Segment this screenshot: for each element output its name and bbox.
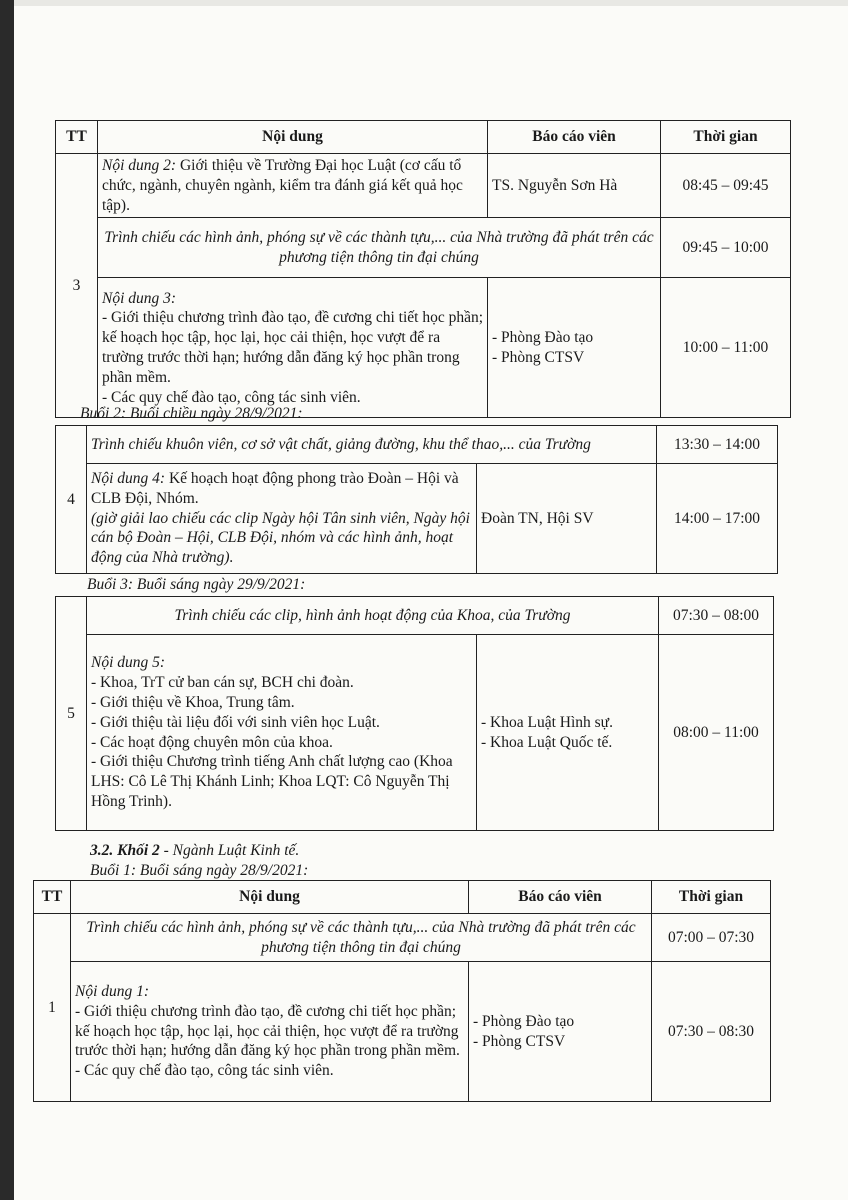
table-row — [56, 278, 791, 418]
row-number: 4 — [56, 426, 87, 574]
content-line: - Giới thiệu tài liệu đối với sinh viên học Luật. — [91, 713, 380, 731]
presenter-line: - Phòng CTSV — [492, 348, 585, 366]
time-cell: 13:30 – 14:00 — [657, 426, 778, 464]
table-row — [56, 597, 774, 635]
table-row — [56, 464, 778, 574]
header-tt: TT — [34, 881, 71, 914]
session-heading: Buổi 1: Buổi sáng ngày 28/9/2021: — [90, 862, 309, 879]
content-text: Kế hoạch hoạt động phong trào Đoàn – Hội và CLB Đội, Nhóm. — [91, 469, 459, 507]
content-line: - Khoa, TrT cử ban cán sự, BCH chi đoàn. — [91, 674, 354, 692]
content-label: Nội dung 5: — [91, 654, 166, 672]
content-line: - Các quy chế đào tạo, công tác sinh viên. — [102, 388, 361, 406]
screening-cell: Trình chiếu các hình ảnh, phóng sự về các thành tựu,... của Nhà trường đã phát trên các phương tiện thông tin đại chúng — [98, 218, 661, 278]
content-label: Nội dung 4: — [91, 469, 166, 487]
header-content: Nội dung — [71, 881, 469, 914]
schedule-table-4 — [33, 880, 771, 1102]
screening-cell: Trình chiếu các clip, hình ảnh hoạt động của Khoa, của Trường — [87, 597, 659, 635]
presenter-line: - Phòng Đào tạo — [492, 329, 594, 347]
header-presenter: Báo cáo viên — [469, 881, 652, 914]
table-row — [34, 962, 771, 1102]
presenter-cell — [477, 635, 659, 831]
content-note: (giờ giải lao chiếu các clip Ngày hội Tân sinh viên, Ngày hội cán bộ Đoàn – Hội, CLB Đội, nhóm và các hình ảnh, hoạt động của Nhà trường). — [91, 509, 470, 567]
presenter-cell: TS. Nguyễn Sơn Hà — [488, 154, 661, 218]
row-number: 3 — [56, 154, 98, 418]
presenter-line: - Khoa Luật Quốc tế. — [481, 733, 613, 751]
time-cell: 07:30 – 08:00 — [659, 597, 774, 635]
table-header-row — [56, 121, 791, 154]
time-cell: 09:45 – 10:00 — [661, 218, 791, 278]
content-cell — [87, 464, 477, 574]
row-number: 1 — [34, 914, 71, 1102]
content-label: Nội dung 3: — [102, 289, 177, 307]
row-number: 5 — [56, 597, 87, 831]
section-number: 3.2. Khối 2 — [90, 842, 160, 859]
content-line: - Giới thiệu chương trình đào tạo, đề cương chi tiết học phần; kế hoạch học tập, học lại, học cải thiện, học vượt để ra trường trước thời hạn; hướng dẫn đăng ký học phần trong phần mềm. — [75, 1002, 460, 1060]
header-content: Nội dung — [98, 121, 488, 154]
time-cell: 07:00 – 07:30 — [652, 914, 771, 962]
section-title: - Ngành Luật Kinh tế. — [159, 842, 300, 859]
content-label: Nội dung 1: — [75, 982, 150, 1000]
content-line: - Các quy chế đào tạo, công tác sinh viên. — [75, 1062, 334, 1080]
content-line: - Giới thiệu về Khoa, Trung tâm. — [91, 693, 295, 711]
schedule-table-3 — [55, 596, 774, 831]
table-header-row — [34, 881, 771, 914]
content-line: - Giới thiệu Chương trình tiếng Anh chất lượng cao (Khoa LHS: Cô Lê Thị Khánh Linh; Khoa LQT: Cô Nguyễn Thị Hồng Trinh). — [91, 753, 453, 810]
schedule-table-2 — [55, 425, 778, 574]
presenter-line: - Phòng CTSV — [473, 1032, 566, 1050]
content-cell — [98, 154, 488, 218]
content-cell — [98, 278, 488, 418]
screening-cell: Trình chiếu các hình ảnh, phóng sự về các thành tựu,... của Nhà trường đã phát trên các phương tiện thông tin đại chúng — [71, 914, 652, 962]
presenter-cell: Đoàn TN, Hội SV — [477, 464, 657, 574]
table-row — [34, 914, 771, 962]
session-heading: Buổi 2: Buổi chiều ngày 28/9/2021: — [80, 405, 303, 422]
presenter-cell — [469, 962, 652, 1102]
screening-cell: Trình chiếu khuôn viên, cơ sở vật chất, giảng đường, khu thể thao,... của Trường — [87, 426, 657, 464]
session-heading: Buổi 3: Buổi sáng ngày 29/9/2021: — [87, 576, 306, 593]
content-text: Giới thiệu về Trường Đại học Luật (cơ cấu tổ chức, ngành, chuyên ngành, kiểm tra đánh giá kết quả học tập). — [102, 157, 463, 214]
table-row — [56, 635, 774, 831]
section-heading — [90, 842, 299, 860]
header-presenter: Báo cáo viên — [488, 121, 661, 154]
scan-top-edge — [14, 0, 848, 6]
table-row — [56, 426, 778, 464]
presenter-line: - Phòng Đào tạo — [473, 1012, 575, 1030]
table-row — [56, 154, 791, 218]
presenter-line: - Khoa Luật Hình sự. — [481, 713, 613, 731]
header-time: Thời gian — [652, 881, 771, 914]
content-line: - Giới thiệu chương trình đào tạo, đề cương chi tiết học phần; kế hoạch học tập, học lại, học cải thiện, học vượt để ra trường trước thời hạn; hướng dẫn đăng ký học phần trong phần mềm. — [102, 309, 484, 386]
presenter-cell — [488, 278, 661, 418]
scan-edge — [0, 0, 14, 1200]
content-label: Nội dung 2: — [102, 157, 177, 174]
header-time: Thời gian — [661, 121, 791, 154]
content-line: - Các hoạt động chuyên môn của khoa. — [91, 733, 333, 751]
time-cell: 10:00 – 11:00 — [661, 278, 791, 418]
time-cell: 07:30 – 08:30 — [652, 962, 771, 1102]
header-tt: TT — [56, 121, 98, 154]
table-row — [56, 218, 791, 278]
time-cell: 14:00 – 17:00 — [657, 464, 778, 574]
schedule-table-1 — [55, 120, 791, 418]
time-cell: 08:00 – 11:00 — [659, 635, 774, 831]
content-cell — [71, 962, 469, 1102]
content-cell — [87, 635, 477, 831]
time-cell: 08:45 – 09:45 — [661, 154, 791, 218]
